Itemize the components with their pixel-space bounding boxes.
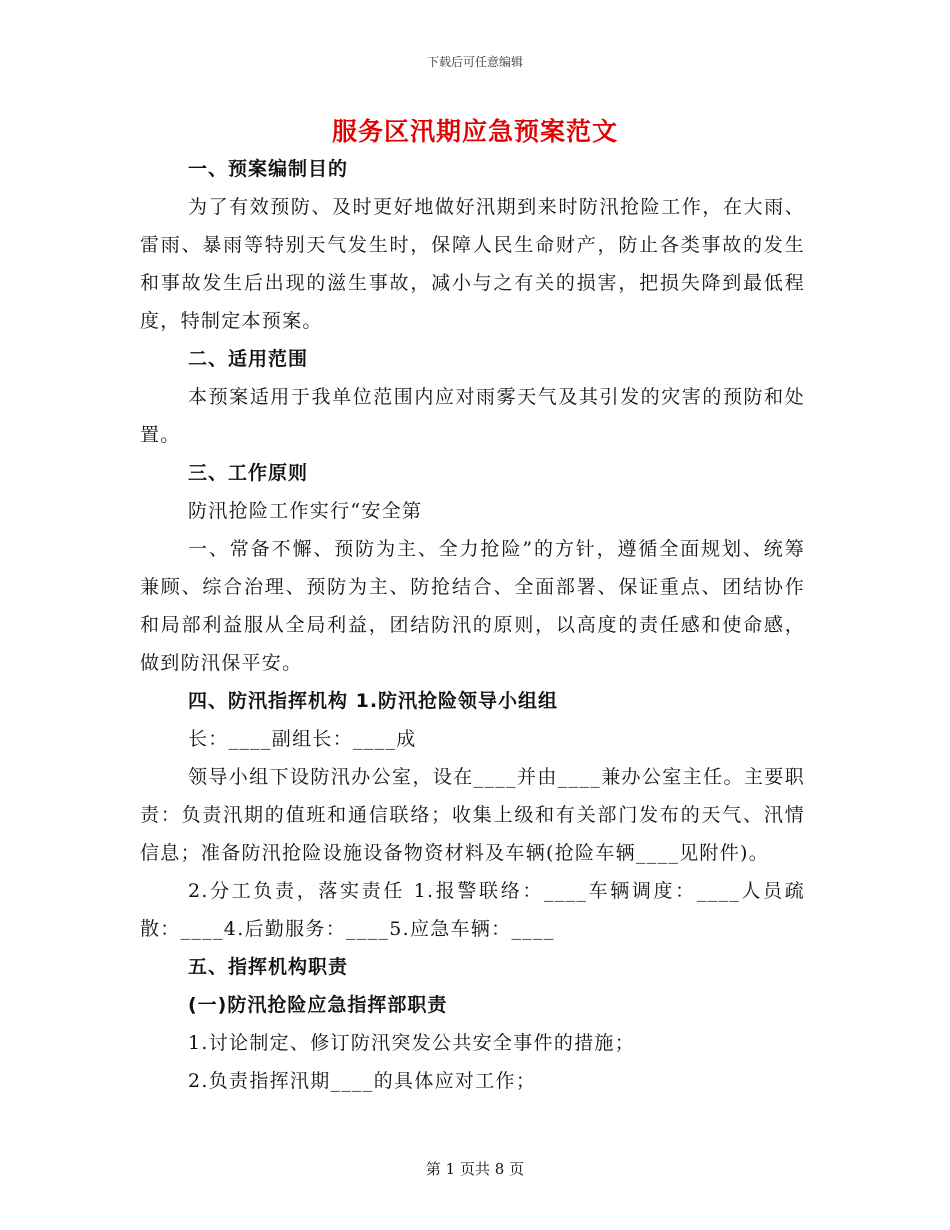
section-heading-scope: 二、适用范围 xyxy=(188,348,309,370)
paragraph-scope: 本预案适用于我单位范围内应对雨雾天气及其引发的灾害的预防和处置。 xyxy=(140,386,805,446)
paragraph-principles-1: 防汛抢险工作实行“安全第 xyxy=(188,500,423,522)
paragraph-purpose: 为了有效预防、及时更好地做好汛期到来时防汛抢险工作，在大雨、雷雨、暴雨等特别天气发生时，保障人民生命财产，防止各类事故的发生和事故发生后出现的滋生事故，减小与之有关的损害，把损失降到最低程度，特制定本预案。 xyxy=(140,196,805,332)
paragraph-command-3: 2.分工负责，落实责任 1.报警联络：____车辆调度：____人员疏散：____4.后勤服务：____5.应急车辆：____ xyxy=(140,880,805,940)
list-item-duty-2: 2.负责指挥汛期____的具体应对工作； xyxy=(188,1070,537,1092)
section-heading-duties: 五、指挥机构职责 xyxy=(188,956,349,978)
section-heading-command: 四、防汛指挥机构 1.防汛抢险领导小组组 xyxy=(188,690,559,712)
paragraph-command-2: 领导小组下设防汛办公室，设在____并由____兼办公室主任。主要职责：负责汛期的值班和通信联络；收集上级和有关部门发布的天气、汛情信息；准备防汛抢险设施设备物资材料及车辆(抢险车辆____见附件)。 xyxy=(140,766,805,864)
document-body xyxy=(140,150,805,1100)
header-note: 下载后可任意编辑 xyxy=(426,55,523,69)
page-footer: 第 1 页共 8 页 xyxy=(425,1160,525,1178)
paragraph-command-1: 长：____副组长：____成 xyxy=(188,728,417,750)
paragraph-principles-2: 一、常备不懈、预防为主、全力抢险”的方针，遵循全面规划、统筹兼顾、综合治理、预防为主、防抢结合、全面部署、保证重点、团结协作和局部利益服从全局利益，团结防汛的原则，以高度的责任感和使命感，做到防汛保平安。 xyxy=(140,538,805,674)
document-title: 服务区汛期应急预案范文 xyxy=(331,117,618,146)
section-heading-principles: 三、工作原则 xyxy=(188,462,309,484)
list-item-duty-1: 1.讨论制定、修订防汛突发公共安全事件的措施； xyxy=(188,1032,636,1054)
section-heading-purpose: 一、预案编制目的 xyxy=(188,158,349,180)
subsection-heading-duties: (一)防汛抢险应急指挥部职责 xyxy=(188,994,448,1016)
